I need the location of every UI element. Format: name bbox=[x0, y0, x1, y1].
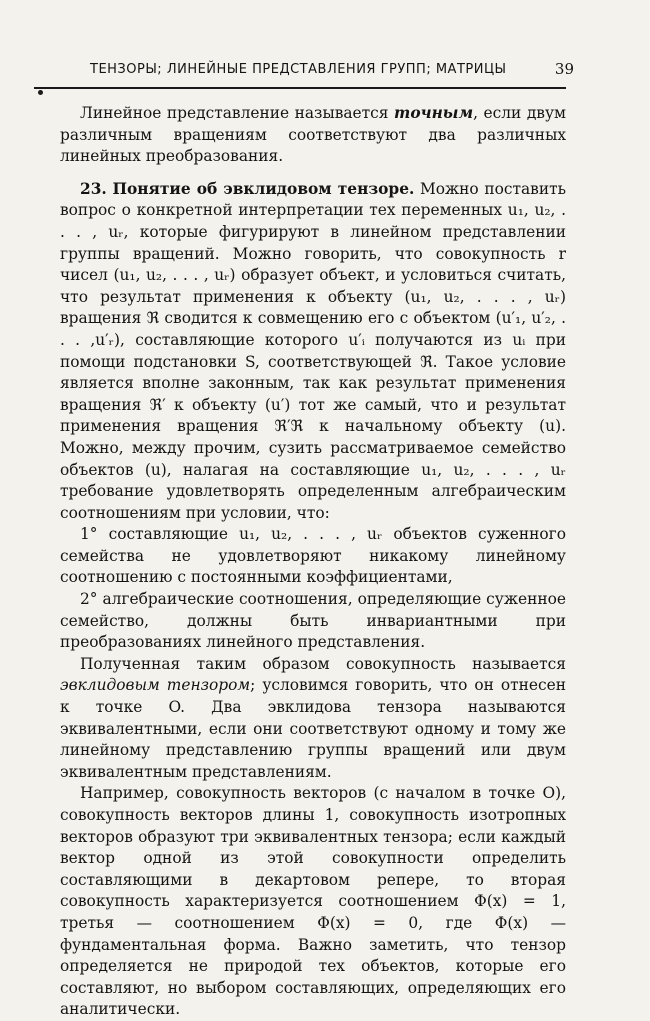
rule-dot bbox=[38, 90, 43, 95]
section-title: Понятие об эвклидовом тензоре. bbox=[112, 179, 415, 198]
paragraph-section-23: 23. Понятие об эвклидовом тензоре. Можно поставить вопрос о конкретной интерпретации тех переменных u₁, u₂, . . . , uᵣ, которые фигурируют в линейном представлении группы вращений. Можно говорить, что совокупность r чисел (u₁, u₂, . . . , uᵣ) образует объект, и условиться считать, что результат применения к объекту (u₁, u₂, . . . , uᵣ) вращения ℜ сводится к совмещению его с объектом (u′₁, u′₂, . . . ,u′ᵣ), составляющие которого u′ᵢ получаются из uᵢ при помощи подстановки S, соответствующей ℜ. Такое условие является вполне законным, так как результат применения вращения ℜ′ к объекту (u′) тот же самый, что и результат применения вращения ℜ′ℜ к начальному объекту (u). Можно, между прочим, сузить рассматриваемое семейство объектов (u), налагая на составляющие u₁, u₂, . . . , uᵣ требование удовлетворять определенным алгебраическим соотношениям при условии, что: bbox=[60, 179, 566, 522]
paragraph-definition: Линейное представление называется точным, если двум различным вращениям соответствуют два различных линейных преобразования. bbox=[60, 104, 566, 166]
section-number: 23. bbox=[80, 179, 107, 198]
running-head: ТЕНЗОРЫ; ЛИНЕЙНЫЕ ПРЕДСТАВЛЕНИЯ ГРУПП; МАТРИЦЫ bbox=[90, 62, 507, 77]
paragraph-example: Например, совокупность векторов (с началом в точке O), совокупность векторов длины 1, совокупность изотропных векторов образуют три эквивалентных тензора; если каждый вектор одной из этой совокупности определить составляющими в декартовом репере, то вторая совокупность характеризуется соотношением Φ(x) = 1, третья — соотношением Φ(x) = 0, где Φ(x) — фундаментальная форма. Важно заметить, что тензор определяется не природой тех объектов, которые его составляют, но выбором составляющих, определяющих его аналитически. bbox=[60, 784, 566, 1019]
emphasized-term: точным bbox=[394, 104, 474, 122]
page-header bbox=[62, 60, 574, 82]
emphasized-term: эвклидовым тензором bbox=[60, 676, 251, 695]
list-item-condition-1: 1° составляющие u₁, u₂, . . . , uᵣ объектов суженного семейства не удовлетворяют никакому линейному соотношению с постоянными коэффициентами, bbox=[60, 525, 566, 587]
body-text bbox=[60, 103, 566, 1021]
page-number: 39 bbox=[554, 60, 574, 78]
list-item-condition-2: 2° алгебраические соотношения, определяющие суженное семейство, должны быть инвариантными при преобразованиях линейного представления. bbox=[60, 590, 566, 652]
header-rule bbox=[34, 87, 566, 89]
paragraph-euclidean-tensor: Полученная таким образом совокупность называется эвклидовым тензором; условимся говорить, что он отнесен к точке O. Два эвклидова тензора называются эквивалентными, если они соответствуют одному и тому же линейному представлению группы вращений или двум эквивалентным представлениям. bbox=[60, 654, 567, 781]
